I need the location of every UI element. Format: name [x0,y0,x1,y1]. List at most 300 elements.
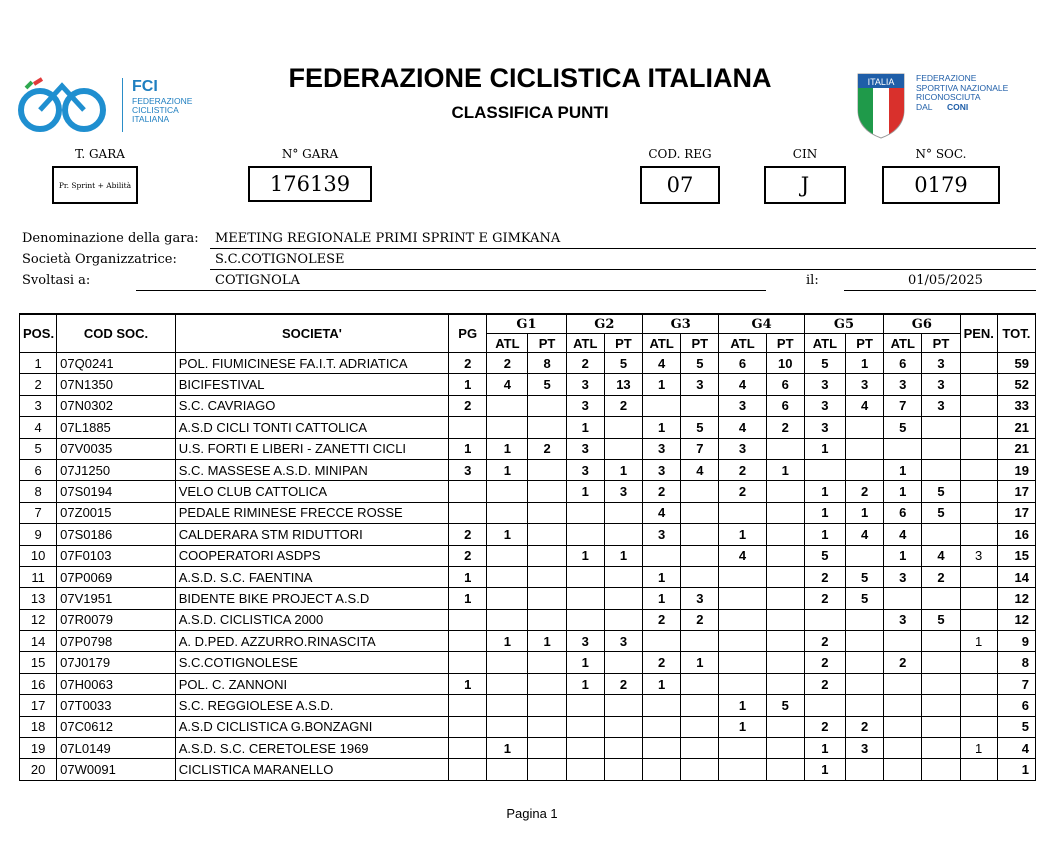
pos-cell: 6 [20,459,57,480]
g3-pt-cell [681,481,719,502]
svoltasi-label: Svoltasi a: [22,273,91,288]
g6-pt-cell [922,417,960,438]
g5-pt-cell [846,652,884,673]
tot-cell: 16 [997,524,1035,545]
societa-cell: U.S. FORTI E LIBERI - ZANETTI CICLI [175,438,448,459]
coni-caption: FEDERAZIONE SPORTIVA NAZIONALE RICONOSCIUTA DAL [916,73,1009,112]
g4-pt-cell [766,652,804,673]
g4-pt-cell: 6 [766,395,804,416]
g3-pt-cell [681,716,719,737]
g4-atl-cell [719,588,766,609]
g1-atl-cell [487,716,528,737]
tot-cell: 21 [997,417,1035,438]
g1-atl-cell: 1 [487,738,528,759]
g4-pt-cell: 2 [766,417,804,438]
n-gara-value: 176139 [269,172,351,196]
g6-atl-cell: 6 [884,353,922,374]
cod-soc-cell: 07S0186 [57,524,176,545]
g4-pt-cell: 10 [766,353,804,374]
g6-pt-cell: 5 [922,481,960,502]
g3-atl-cell: 4 [643,502,681,523]
g6-atl-cell [884,738,922,759]
g2-pt-cell [604,417,642,438]
g3-atl-cell: 1 [643,588,681,609]
societa-cell: A. D.PED. AZZURRO.RINASCITA [175,631,448,652]
g2-atl-cell: 1 [566,673,604,694]
g4-atl-cell [719,631,766,652]
g1-pt-cell [528,524,566,545]
societa-cell: A.S.D CICLISTICA G.BONZAGNI [175,716,448,737]
g3-pt-cell: 3 [681,374,719,395]
italia-shield-icon [856,72,906,140]
societa-cell: BICIFESTIVAL [175,374,448,395]
g4-pt-cell [766,759,804,780]
g1-pt-cell [528,673,566,694]
cod-soc-cell: 07H0063 [57,673,176,694]
g6-atl-cell: 7 [884,395,922,416]
g6-pt-cell [922,673,960,694]
g6-atl-cell: 1 [884,481,922,502]
g2-pt-cell [604,609,642,630]
header-g2-pt: PT [604,334,642,353]
pg-cell: 2 [449,545,487,566]
g5-pt-cell: 5 [846,566,884,587]
denominazione-value: MEETING REGIONALE PRIMI SPRINT E GIMKANA [215,231,561,246]
g1-pt-cell [528,395,566,416]
g6-atl-cell: 3 [884,609,922,630]
tot-cell: 12 [997,588,1035,609]
g4-atl-cell: 1 [719,524,766,545]
cin-box [764,166,846,204]
g2-atl-cell: 1 [566,652,604,673]
g3-pt-cell [681,524,719,545]
g5-pt-cell: 1 [846,502,884,523]
g4-pt-cell [766,502,804,523]
g1-atl-cell [487,502,528,523]
pg-cell [449,481,487,502]
societa-cell: POL. FIUMICINESE FA.I.T. ADRIATICA [175,353,448,374]
pos-cell: 3 [20,395,57,416]
table-row [20,395,1036,416]
g2-atl-cell: 1 [566,481,604,502]
g2-pt-cell: 3 [604,481,642,502]
pos-cell: 2 [20,374,57,395]
societa-label: Società Organizzatrice: [22,252,177,267]
tot-cell: 19 [997,459,1035,480]
table-row [20,631,1036,652]
header-g5-atl: ATL [804,334,845,353]
g1-atl-cell: 1 [487,459,528,480]
g6-atl-cell: 4 [884,524,922,545]
pen-cell [960,673,997,694]
table-row [20,716,1036,737]
g3-pt-cell: 2 [681,609,719,630]
g1-atl-cell [487,395,528,416]
pos-cell: 10 [20,545,57,566]
cod-soc-cell: 07P0798 [57,631,176,652]
g1-pt-cell [528,695,566,716]
pos-cell: 19 [20,738,57,759]
pen-cell: 1 [960,631,997,652]
g4-atl-cell: 2 [719,481,766,502]
g6-atl-cell [884,695,922,716]
table-row [20,545,1036,566]
g5-atl-cell: 3 [804,374,845,395]
tot-cell: 1 [997,759,1035,780]
g1-atl-cell [487,566,528,587]
g3-atl-cell: 1 [643,566,681,587]
g3-atl-cell: 3 [643,459,681,480]
g1-atl-cell: 1 [487,438,528,459]
g3-atl-cell [643,759,681,780]
g1-atl-cell: 1 [487,631,528,652]
g2-atl-cell: 1 [566,417,604,438]
g2-pt-cell: 5 [604,353,642,374]
header-tot: TOT. [997,314,1035,353]
pen-cell [960,438,997,459]
pen-cell [960,695,997,716]
pen-cell [960,609,997,630]
g4-atl-cell: 6 [719,353,766,374]
societa-cell: S.C.COTIGNOLESE [175,652,448,673]
table-row [20,502,1036,523]
g2-pt-cell: 1 [604,459,642,480]
cod-reg-label: COD. REG [648,147,712,161]
g5-pt-cell [846,459,884,480]
bicycle-logo-icon [18,72,118,136]
pg-cell: 1 [449,438,487,459]
g1-pt-cell [528,417,566,438]
header-g3: G3 [643,314,719,334]
n-soc-label: N° SOC. [915,147,967,161]
g5-pt-cell [846,631,884,652]
cod-soc-cell: 07N1350 [57,374,176,395]
cin-label: CIN [792,147,818,161]
header-g2: G2 [566,314,642,334]
g6-pt-cell: 3 [922,395,960,416]
societa-cell: A.S.D. S.C. FAENTINA [175,566,448,587]
g4-pt-cell [766,673,804,694]
g5-atl-cell: 2 [804,673,845,694]
table-row [20,353,1036,374]
g4-atl-cell [719,759,766,780]
g6-pt-cell [922,738,960,759]
g1-atl-cell: 2 [487,353,528,374]
g3-atl-cell [643,395,681,416]
g6-pt-cell [922,524,960,545]
g2-atl-cell [566,566,604,587]
pos-cell: 18 [20,716,57,737]
pg-cell [449,417,487,438]
tot-cell: 4 [997,738,1035,759]
fci-full-name: FEDERAZIONE CICLISTICA ITALIANA [132,96,193,124]
g3-atl-cell [643,716,681,737]
table-row [20,481,1036,502]
g2-pt-cell: 3 [604,631,642,652]
cod-soc-cell: 07L0149 [57,738,176,759]
pos-cell: 5 [20,438,57,459]
g4-atl-cell [719,566,766,587]
g6-pt-cell: 5 [922,609,960,630]
page-title: FEDERAZIONE CICLISTICA ITALIANA [288,63,772,93]
pos-cell: 7 [20,502,57,523]
svoltasi-value: COTIGNOLA [215,273,300,288]
pen-cell [960,759,997,780]
g2-atl-cell [566,695,604,716]
g4-pt-cell [766,524,804,545]
g2-pt-cell: 2 [604,395,642,416]
societa-cell: CALDERARA STM RIDUTTORI [175,524,448,545]
cod-soc-cell: 07P0069 [57,566,176,587]
g4-pt-cell [766,438,804,459]
g1-atl-cell: 4 [487,374,528,395]
pg-cell: 1 [449,673,487,694]
header-pen: PEN. [960,314,997,353]
societa-cell: S.C. CAVRIAGO [175,395,448,416]
pen-cell [960,459,997,480]
g5-pt-cell [846,609,884,630]
g2-pt-cell [604,566,642,587]
g6-pt-cell: 5 [922,502,960,523]
tot-cell: 14 [997,566,1035,587]
g3-pt-cell: 7 [681,438,719,459]
societa-cell: VELO CLUB CATTOLICA [175,481,448,502]
header-g1: G1 [487,314,566,334]
societa-value: S.C.COTIGNOLESE [215,252,345,267]
g2-atl-cell: 3 [566,459,604,480]
g5-pt-cell [846,695,884,716]
header-g5-pt: PT [846,334,884,353]
header-g4-atl: ATL [719,334,766,353]
g4-pt-cell [766,481,804,502]
g2-pt-cell [604,759,642,780]
table-row [20,417,1036,438]
g1-atl-cell [487,695,528,716]
header-g3-atl: ATL [643,334,681,353]
g5-atl-cell: 2 [804,716,845,737]
g3-pt-cell [681,545,719,566]
g1-pt-cell: 5 [528,374,566,395]
g3-atl-cell [643,631,681,652]
g2-pt-cell [604,716,642,737]
societa-cell: A.S.D. S.C. CERETOLESE 1969 [175,738,448,759]
g6-pt-cell [922,716,960,737]
pen-cell [960,395,997,416]
g1-pt-cell [528,759,566,780]
cod-soc-cell: 07L1885 [57,417,176,438]
g5-pt-cell: 2 [846,716,884,737]
g5-atl-cell: 3 [804,417,845,438]
g1-pt-cell: 1 [528,631,566,652]
g6-atl-cell [884,716,922,737]
cod-soc-cell: 07W0091 [57,759,176,780]
g3-pt-cell [681,502,719,523]
g4-atl-cell: 3 [719,395,766,416]
g5-atl-cell: 2 [804,566,845,587]
pen-cell [960,481,997,502]
table-row [20,609,1036,630]
g3-atl-cell: 2 [643,609,681,630]
fci-abbreviation: FCI [132,78,158,95]
g1-atl-cell [487,481,528,502]
header-g6-pt: PT [922,334,960,353]
societa-cell: A.S.D. CICLISTICA 2000 [175,609,448,630]
cod-soc-cell: 07S0194 [57,481,176,502]
g5-atl-cell: 1 [804,438,845,459]
date-label: il: [806,273,819,288]
cod-soc-cell: 07J0179 [57,652,176,673]
g4-pt-cell [766,716,804,737]
g3-pt-cell: 4 [681,459,719,480]
pos-cell: 20 [20,759,57,780]
pos-cell: 12 [20,609,57,630]
cod-soc-cell: 07F0103 [57,545,176,566]
g1-pt-cell [528,502,566,523]
g4-pt-cell [766,738,804,759]
header-pos: POS. [20,314,57,353]
pen-cell [960,353,997,374]
g5-pt-cell [846,759,884,780]
pg-cell: 3 [449,459,487,480]
cod-reg-value: 07 [666,173,694,197]
pg-cell: 1 [449,566,487,587]
pen-cell [960,524,997,545]
g1-atl-cell [487,545,528,566]
pen-cell [960,417,997,438]
ranking-body [20,353,1036,781]
pen-cell: 3 [960,545,997,566]
g5-atl-cell: 5 [804,353,845,374]
g3-pt-cell: 5 [681,353,719,374]
g4-atl-cell [719,652,766,673]
g4-pt-cell [766,545,804,566]
g1-pt-cell [528,609,566,630]
g5-atl-cell: 1 [804,738,845,759]
coni-logo [856,72,1046,142]
g4-pt-cell [766,588,804,609]
societa-cell: BIDENTE BIKE PROJECT A.S.D [175,588,448,609]
g2-atl-cell: 2 [566,353,604,374]
cod-soc-cell: 07Z0015 [57,502,176,523]
g6-pt-cell [922,631,960,652]
g3-atl-cell: 2 [643,481,681,502]
g4-atl-cell: 4 [719,417,766,438]
g2-pt-cell [604,524,642,545]
pg-cell: 2 [449,524,487,545]
societa-cell: A.S.D CICLI TONTI CATTOLICA [175,417,448,438]
societa-cell: POL. C. ZANNONI [175,673,448,694]
g2-pt-cell: 2 [604,673,642,694]
g5-pt-cell: 1 [846,353,884,374]
g4-atl-cell [719,673,766,694]
g2-atl-cell [566,502,604,523]
coni-name: CONI [947,102,969,112]
t-gara-value: Pr. Sprint + Abilità [58,180,132,190]
pos-cell: 15 [20,652,57,673]
table-row [20,588,1036,609]
tot-cell: 8 [997,652,1035,673]
g1-atl-cell [487,588,528,609]
tot-cell: 33 [997,395,1035,416]
cod-soc-cell: 07C0612 [57,716,176,737]
g2-pt-cell [604,588,642,609]
g1-atl-cell [487,759,528,780]
g4-atl-cell: 1 [719,716,766,737]
g4-atl-cell [719,609,766,630]
header-g3-pt: PT [681,334,719,353]
g2-atl-cell [566,716,604,737]
g5-pt-cell [846,438,884,459]
g5-atl-cell: 3 [804,395,845,416]
g5-pt-cell: 5 [846,588,884,609]
g3-pt-cell [681,631,719,652]
table-row [20,459,1036,480]
g4-atl-cell: 1 [719,695,766,716]
g1-atl-cell: 1 [487,524,528,545]
g5-atl-cell [804,459,845,480]
pg-cell: 2 [449,353,487,374]
table-row [20,438,1036,459]
pg-cell [449,738,487,759]
g3-atl-cell: 3 [643,524,681,545]
table-row [20,738,1036,759]
g1-atl-cell [487,417,528,438]
pos-cell: 17 [20,695,57,716]
g4-atl-cell: 4 [719,374,766,395]
g5-atl-cell: 5 [804,545,845,566]
pg-cell: 2 [449,395,487,416]
pg-cell: 1 [449,374,487,395]
tot-cell: 9 [997,631,1035,652]
pen-cell [960,566,997,587]
g6-pt-cell: 3 [922,353,960,374]
g5-pt-cell [846,417,884,438]
page-footer: Pagina 1 [506,806,558,821]
g1-pt-cell [528,716,566,737]
header-g5: G5 [804,314,883,334]
g4-atl-cell: 2 [719,459,766,480]
header-g6-atl: ATL [884,334,922,353]
g2-atl-cell [566,524,604,545]
g6-pt-cell [922,652,960,673]
g2-pt-cell [604,738,642,759]
g2-pt-cell [604,652,642,673]
header-g6: G6 [884,314,960,334]
g6-pt-cell: 4 [922,545,960,566]
cod-reg-box [640,166,720,204]
denominazione-label: Denominazione della gara: [22,231,199,246]
t-gara-label: T. GARA [75,147,125,161]
g2-pt-cell: 13 [604,374,642,395]
g3-pt-cell [681,395,719,416]
g6-atl-cell: 1 [884,545,922,566]
g3-atl-cell [643,738,681,759]
table-row [20,524,1036,545]
g6-pt-cell [922,588,960,609]
g5-atl-cell: 1 [804,481,845,502]
tot-cell: 59 [997,353,1035,374]
t-gara-box [52,166,138,204]
table-row [20,695,1036,716]
g1-atl-cell [487,652,528,673]
g3-pt-cell [681,759,719,780]
pos-cell: 4 [20,417,57,438]
header-g1-atl: ATL [487,334,528,353]
pen-cell [960,716,997,737]
g1-pt-cell [528,738,566,759]
g4-pt-cell: 5 [766,695,804,716]
table-row [20,759,1036,780]
